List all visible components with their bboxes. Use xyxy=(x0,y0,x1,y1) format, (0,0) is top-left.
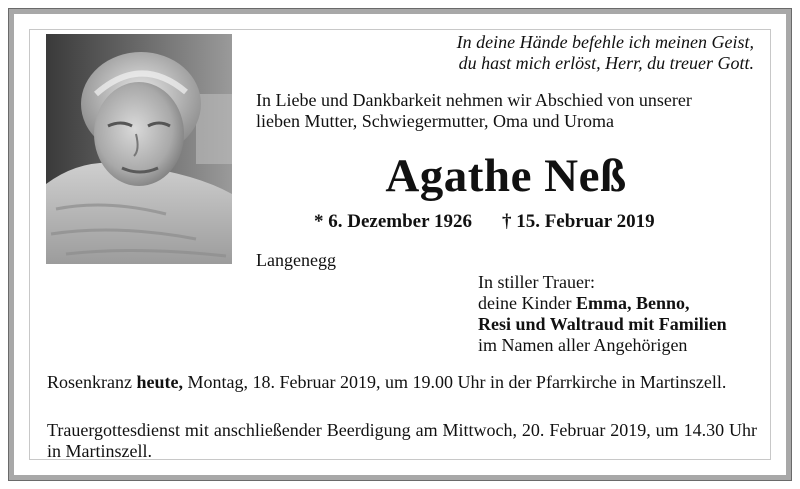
verse-line: In deine Hände befehle ich meinen Geist, xyxy=(456,32,754,52)
rosary-highlight: heute, xyxy=(136,372,183,392)
birth-date: * 6. Dezember 1926 xyxy=(314,211,472,232)
mourners-heading: In stiller Trauer: xyxy=(478,272,595,292)
verse-line: du hast mich erlöst, Herr, du treuer Gott. xyxy=(458,53,754,73)
portrait-photo xyxy=(46,34,232,264)
bible-verse xyxy=(274,32,754,74)
life-dates xyxy=(314,210,734,234)
intro-line: lieben Mutter, Schwiegermutter, Oma und Uroma xyxy=(256,111,614,131)
mourners-line: im Namen aller Angehörigen xyxy=(478,335,688,355)
mourners-line xyxy=(478,314,778,335)
deceased-name: Agathe Neß xyxy=(385,150,627,202)
rosary-notice: Rosenkranz heute, Montag, 18. Februar 2019, um 19.00 Uhr in der Pfarrkirche in Martinszell. xyxy=(47,372,727,392)
mourners-line: deine Kinder Emma, Benno, xyxy=(478,293,690,313)
funeral-notice: Trauergottesdienst mit anschließender Beerdigung am Mittwoch, 20. Februar 2019, um 14.30 Uhr in Martinszell. xyxy=(47,420,757,461)
mourners-names: Emma, Benno, xyxy=(575,293,690,313)
mourners-block xyxy=(478,272,778,356)
portrait-photo-icon xyxy=(46,34,232,264)
death-date: † 15. Februar 2019 xyxy=(501,211,655,232)
intro-line: In Liebe und Dankbarkeit nehmen wir Abschied von unserer xyxy=(256,90,692,110)
mourners-names: Resi und Waltraud mit Familien xyxy=(478,314,727,334)
farewell-intro xyxy=(256,90,776,132)
hometown: Langenegg xyxy=(256,250,336,270)
